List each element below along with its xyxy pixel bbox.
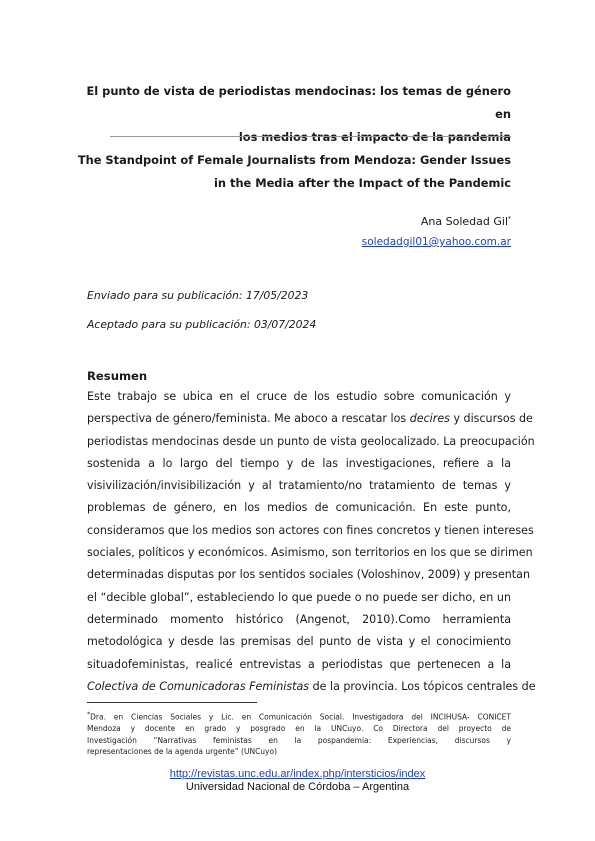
abstract-line: sostenida a lo largo del tiempo y de las investigaciones, refiere a la (87, 456, 511, 470)
abstract-heading: Resumen (87, 369, 148, 383)
english-title-line-1: The Standpoint of Female Journalists from Mendoza: Gender Issues (77, 153, 511, 167)
footnote-line: representaciones de la agenda urgente” (UNCuyo) (87, 747, 278, 756)
spanish-title-line-2: los medios tras el impacto de la pandemia (238, 130, 511, 144)
footnote-line: Investigación “Narrativas feministas en la pospandemia: Experiencias, discursos y (87, 735, 511, 745)
abstract-line: visivilización/invisibilización y al tratamiento/no tratamiento de temas y (87, 479, 511, 493)
abstract-line: perspectiva de género/feminista. Me aboco a rescatar los decires y discursos de (87, 412, 533, 426)
abstract-line: sociales, políticos y económicos. Asimismo, son territorios en los que se dirimen (87, 546, 533, 560)
footnote-divider (87, 702, 257, 703)
abstract-emphasis: Colectiva de Comunicadoras Feministas (87, 679, 310, 693)
spanish-title-line-1: El punto de vista de periodistas mendocinas: los temas de género en (86, 84, 511, 121)
abstract-line: determinado momento histórico (Angenot, 2010).Como herramienta (87, 612, 511, 626)
abstract-line: problemas de género, en los medios de comunicación. En este punto, (87, 501, 511, 515)
journal-url-link[interactable]: http://revistas.unc.edu.ar/index.php/intersticios/index (169, 768, 426, 780)
title-divider (110, 136, 511, 137)
author-email-link[interactable]: soledadgil01@yahoo.com.ar (361, 236, 511, 248)
abstract-line: periodistas mendocinas desde un punto de vista geolocalizado. La preocupación (87, 434, 535, 448)
abstract-line: determinadas disputas por los sentidos sociales (Voloshinov, 2009) y presentan (87, 568, 530, 582)
author-footnote-mark: * (508, 215, 511, 223)
footnote-line: Mendoza y docente en grado y posgrado en la UNCuyo. Co Directora del proyecto de (87, 724, 511, 733)
institution-footer: Universidad Nacional de Córdoba – Argentina (185, 781, 410, 793)
abstract-line: el “decible global”, estableciendo lo que puede o no puede ser dicho, en un (87, 590, 511, 604)
author-name (421, 215, 511, 228)
author-name-text: Ana Soledad Gil (420, 215, 508, 228)
abstract-line: situadofeministas, realicé entrevistas a periodistas que pertenecen a la (87, 657, 511, 671)
acceptance-date: Aceptado para su publicación: 03/07/2024 (87, 318, 317, 331)
footnote-mark: * (87, 711, 91, 718)
abstract-emphasis: decires (409, 412, 450, 426)
author-footnote (87, 709, 511, 758)
english-title-line-2: in the Media after the Impact of the Pandemic (214, 176, 511, 190)
submission-date: Enviado para su publicación: 17/05/2023 (87, 289, 309, 302)
abstract-line: metodológica y desde las premisas del punto de vista y el conocimiento (87, 635, 511, 649)
english-title (71, 149, 511, 195)
abstract-line: Este trabajo se ubica en el cruce de los estudio sobre comunicación y (87, 390, 511, 403)
spanish-title (71, 80, 511, 149)
footnote-line: *Dra. en Ciencias Sociales y Lic. en Comunicación Social. Investigadora del INCIHUSA- CONICET (87, 711, 511, 722)
abstract-body (87, 386, 536, 698)
abstract-line: consideramos que los medios son actores con fines concretos y tienen intereses (87, 523, 534, 537)
abstract-line: Colectiva de Comunicadoras Feministas de la provincia. Los tópicos centrales de (87, 679, 536, 693)
